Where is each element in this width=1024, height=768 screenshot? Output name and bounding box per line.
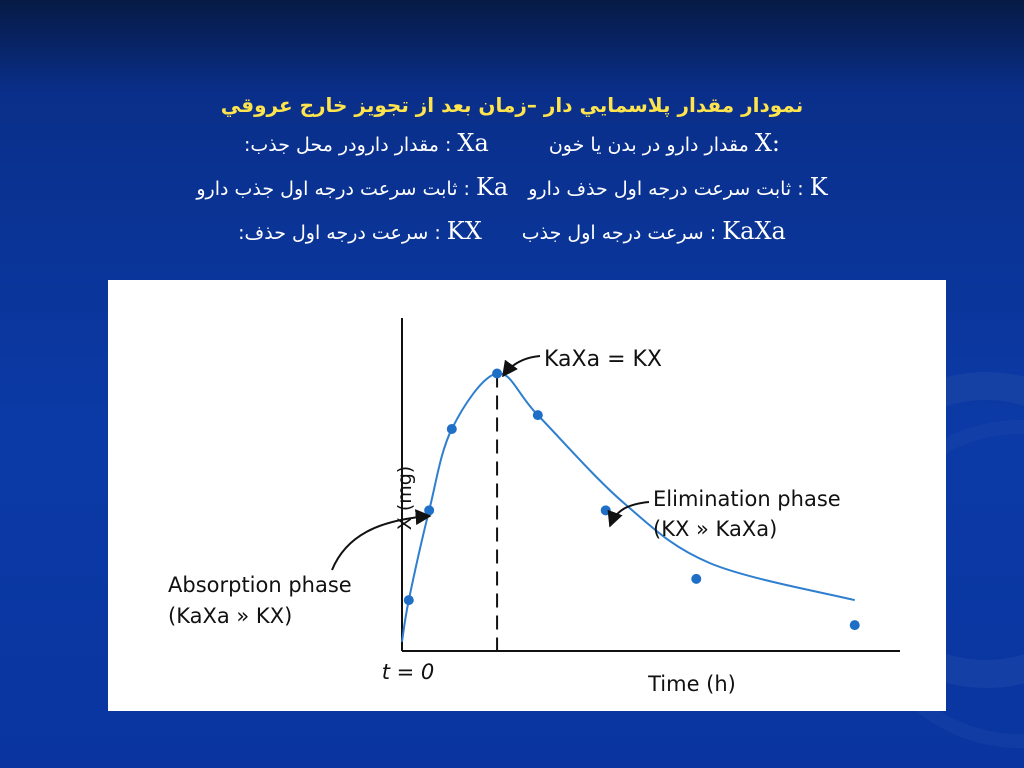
symbol-X: X: xyxy=(754,129,780,157)
definition-KaXa: : سرعت درجه اول جذب xyxy=(521,222,723,244)
definition-KX: : سرعت درجه اول حذف: xyxy=(238,222,447,244)
data-point xyxy=(404,595,414,605)
data-point xyxy=(447,424,457,434)
elimination-arrow xyxy=(610,502,649,526)
absorption-phase-condition: (KaXa » KX) xyxy=(168,604,293,628)
slide-title: نمودار مقدار پلاسمايي دار –زمان بعد از تجويز خارج عروقي xyxy=(220,93,804,117)
chart-panel xyxy=(108,280,946,711)
origin-label: t = 0 xyxy=(381,660,435,684)
elimination-phase-condition: (KX » KaXa) xyxy=(653,517,778,541)
slide-header xyxy=(0,88,1024,254)
data-point xyxy=(533,410,543,420)
elimination-phase-label: Elimination phase xyxy=(653,487,841,511)
definition-Xa: : مقدار دارودر محل جذب: xyxy=(244,134,458,156)
symbol-KaXa: KaXa xyxy=(722,217,786,245)
data-point xyxy=(850,620,860,630)
absorption-phase-label: Absorption phase xyxy=(168,573,352,597)
data-point xyxy=(691,574,701,584)
definition-K: : ثابت سرعت درجه اول حذف دارو xyxy=(528,178,810,200)
symbol-Ka: Ka xyxy=(476,173,509,201)
definition-line-2 xyxy=(0,166,1024,210)
definition-line-3 xyxy=(0,210,1024,254)
symbol-KX: KX xyxy=(446,217,482,245)
data-point xyxy=(492,369,502,379)
data-point xyxy=(424,505,434,515)
peak-arrow xyxy=(503,356,540,376)
peak-label: KaXa = KX xyxy=(544,347,662,372)
symbol-K: K xyxy=(809,173,828,201)
definition-X: مقدار دارو در بدن يا خون xyxy=(548,134,755,156)
y-axis-label: X (mg) xyxy=(394,465,416,531)
concentration-time-chart xyxy=(108,280,946,711)
data-point xyxy=(601,505,611,515)
symbol-Xa: Xa xyxy=(457,129,489,157)
x-axis-label: Time (h) xyxy=(648,672,736,696)
definition-Ka: : ثابت سرعت درجه اول جذب دارو xyxy=(196,178,476,200)
definition-line-1 xyxy=(0,122,1024,166)
